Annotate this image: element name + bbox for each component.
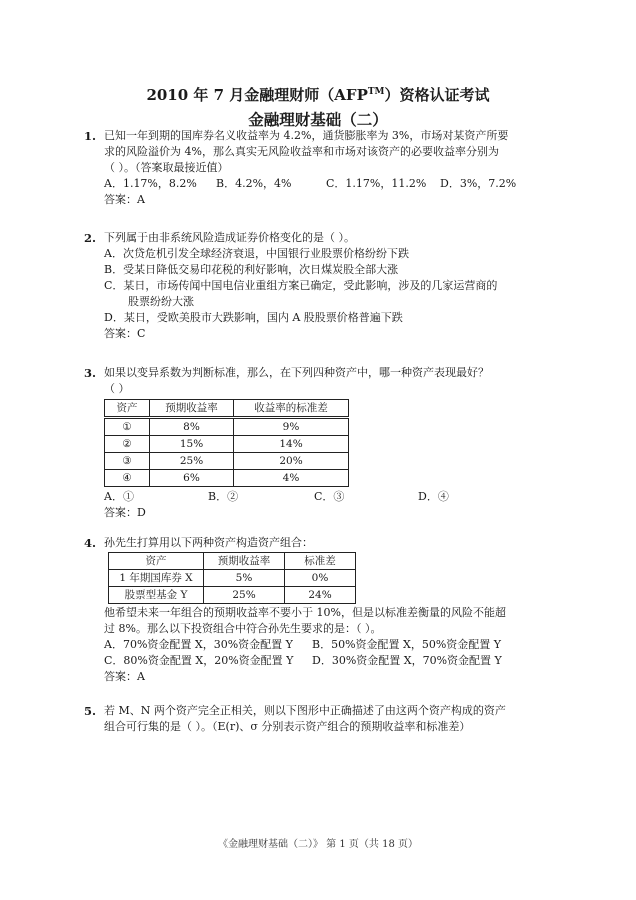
question-2 [83,230,544,342]
table-cell: 25% [204,587,285,604]
question-text: 求的风险溢价为 4%，那么真实无风险收益率和市场对该资产的必要收益率分别为 [104,145,499,158]
column-header: 资产 [105,400,150,418]
table-header-row [105,400,349,418]
table-cell: 9% [234,418,349,436]
table-header-row [109,553,356,570]
exam-title: 2010 年 7 月金融理财师（AFP™）资格认证考试 [146,86,490,104]
question-text: 如果以变异系数为判断标准，那么，在下列四种资产中，哪一种资产表现最好？ [104,366,489,379]
table-row [105,436,349,453]
question-text: 组合可行集的是（ ）。（E(r)、σ 分别表示资产组合的预期收益率和标准差） [104,720,471,733]
option-a: A．次贷危机引发全球经济衰退，中国银行业股票价格纷纷下跌 [104,247,409,260]
question-text: 他希望未来一年组合的预期收益率不要小于 10%，但是以标准差衡量的风险不能超 [104,606,506,619]
table-cell: 15% [150,436,234,453]
table-cell: ① [105,418,150,436]
option-c: C．1.17%，11.2% [326,177,427,190]
exam-subtitle: 金融理财基础（二） [248,110,388,129]
question-4 [83,535,544,685]
column-header: 预期收益率 [150,400,234,418]
question-text: （ ）。（答案取最接近值） [104,161,229,174]
question-number: 1. [83,129,96,143]
table-cell: 8% [150,418,234,436]
question-text: 若 M、N 两个资产完全正相关，则以下图形中正确描述了由这两个资产构成的资产 [104,704,506,717]
table-cell: 25% [150,453,234,470]
question-text: 已知一年到期的国库券名义收益率为 4.2%，通货膨胀率为 3%，市场对某资产所要 [104,129,509,142]
options-row [104,637,544,653]
table-cell: ③ [105,453,150,470]
option-c: C．③ [314,490,345,503]
table-cell: ④ [105,470,150,487]
table-cell: ② [105,436,150,453]
option-b: B．② [208,490,239,503]
table-cell: 24% [285,587,356,604]
option-a: A．1.17%，8.2% [104,177,197,190]
table-cell: 14% [234,436,349,453]
option-d: D．某日，受欧美股市大跌影响，国内 A 股股票价格普遍下跌 [104,311,403,324]
option-c: C．80%资金配置 X，20%资金配置 Y [104,654,294,667]
options-row [104,489,544,505]
table-row [105,418,349,436]
answer: 答案：C [104,327,146,340]
answer: 答案：A [104,670,145,683]
option-d: D．30%资金配置 X，70%资金配置 Y [312,654,502,667]
options-row [104,176,544,192]
options-row [104,653,544,669]
option-b: B．受某日降低交易印花税的利好影响，次日煤炭股全部大涨 [104,263,399,276]
question-number: 4. [83,536,96,550]
option-b: B．50%资金配置 X，50%资金配置 Y [312,638,502,651]
question-number: 2. [83,231,96,245]
table-row [109,570,356,587]
page-footer: 《金融理财基础（二）》 第 1 页（共 18 页） [218,839,418,850]
question-1 [83,128,544,208]
column-header: 标准差 [285,553,356,570]
question-text: 下列属于由非系统风险造成证券价格变化的是（ ）。 [104,231,355,244]
column-header: 资产 [109,553,204,570]
column-header: 预期收益率 [204,553,285,570]
question-number: 3. [83,366,96,380]
table-cell: 1 年期国库券 X [109,570,204,587]
question-number: 5. [83,704,96,718]
option-a: A．① [104,490,134,503]
option-a: A．70%资金配置 X，30%资金配置 Y [104,638,293,651]
option-c-continued: 股票纷纷大涨 [128,295,194,308]
question-text: 孙先生打算用以下两种资产构造资产组合： [104,536,313,549]
portfolio-table [108,552,356,604]
question-text: 过 8%。那么以下投资组合中符合孙先生要求的是：（ ）。 [104,622,382,635]
table-row [105,470,349,487]
option-b: B．4.2%，4% [216,177,292,190]
option-d: D．3%，7.2% [440,177,517,190]
answer: 答案：A [104,193,145,206]
asset-table [104,399,349,487]
answer: 答案：D [104,506,146,519]
table-cell: 0% [285,570,356,587]
option-c: C．某日，市场传闻中国电信业重组方案已确定，受此影响，涉及的几家运营商的 [104,279,498,292]
table-cell: 5% [204,570,285,587]
option-d: D．④ [418,490,449,503]
table-cell: 20% [234,453,349,470]
table-row [105,453,349,470]
table-cell: 股票型基金 Y [109,587,204,604]
question-5 [83,703,544,735]
question-3 [83,365,544,521]
question-text: （ ） [104,382,130,395]
column-header: 收益率的标准差 [234,400,349,418]
table-cell: 4% [234,470,349,487]
table-cell: 6% [150,470,234,487]
table-row [109,587,356,604]
